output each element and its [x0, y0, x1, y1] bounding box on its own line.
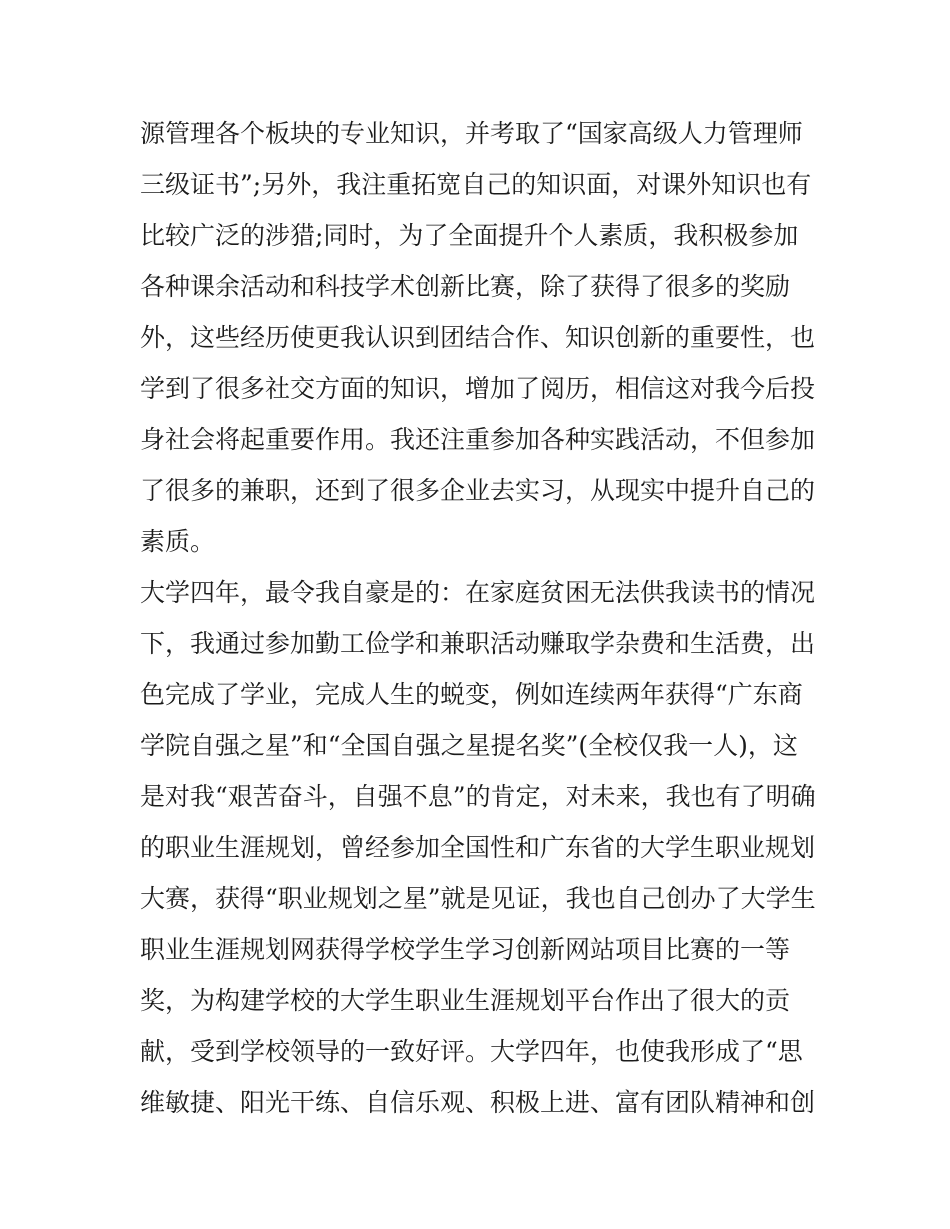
text-line: 外，这些经历使更我认识到团结合作、知识创新的重要性，也: [140, 323, 816, 352]
text-line: 比较广泛的涉猎;同时，为了全面提升个人素质，我积极参加: [140, 221, 799, 250]
text-line: 各种课余活动和科技学术创新比赛，除了获得了很多的奖励: [140, 272, 791, 301]
text-line: 维敏捷、阳光干练、自信乐观、积极上进、富有团队精神和创: [140, 1088, 816, 1117]
text-line: 大赛，获得“职业规划之星”就是见证，我也自己创办了大学生: [140, 884, 816, 913]
text-line: 大学四年，最令我自豪是的：在家庭贫困无法供我读书的情况: [140, 578, 816, 607]
text-line: 是对我“艰苦奋斗，自强不息”的肯定，对未来，我也有了明确: [140, 782, 816, 811]
text-line: 的职业生涯规划，曾经参加全国性和广东省的大学生职业规划: [140, 833, 816, 862]
text-line: 了很多的兼职，还到了很多企业去实习，从现实中提升自己的: [140, 476, 816, 505]
text-line: 学到了很多社交方面的知识，增加了阅历，相信这对我今后投: [140, 374, 816, 403]
text-line: 源管理各个板块的专业知识，并考取了“国家高级人力管理师: [140, 119, 803, 148]
text-line: 奖，为构建学校的大学生职业生涯规划平台作出了很大的贡: [140, 986, 791, 1015]
text-line: 色完成了学业，完成人生的蜕变，例如连续两年获得“广东商: [140, 680, 803, 709]
body-text: [140, 108, 820, 1128]
text-line: 三级证书”;另外，我注重拓宽自己的知识面，对课外知识也有: [140, 170, 812, 199]
text-line: 下，我通过参加勤工俭学和兼职活动赚取学杂费和生活费，出: [140, 629, 816, 658]
text-line: 职业生涯规划网获得学校学生学习创新网站项目比赛的一等: [140, 935, 791, 964]
text-line: 献，受到学校领导的一致好评。大学四年，也使我形成了“思: [140, 1037, 803, 1066]
text-line: 学院自强之星”和“全国自强之星提名奖”(全校仅我一人)，这: [140, 731, 798, 760]
text-line: 素质。: [140, 527, 216, 556]
text-line: 身社会将起重要作用。我还注重参加各种实践活动，不但参加: [140, 425, 816, 454]
